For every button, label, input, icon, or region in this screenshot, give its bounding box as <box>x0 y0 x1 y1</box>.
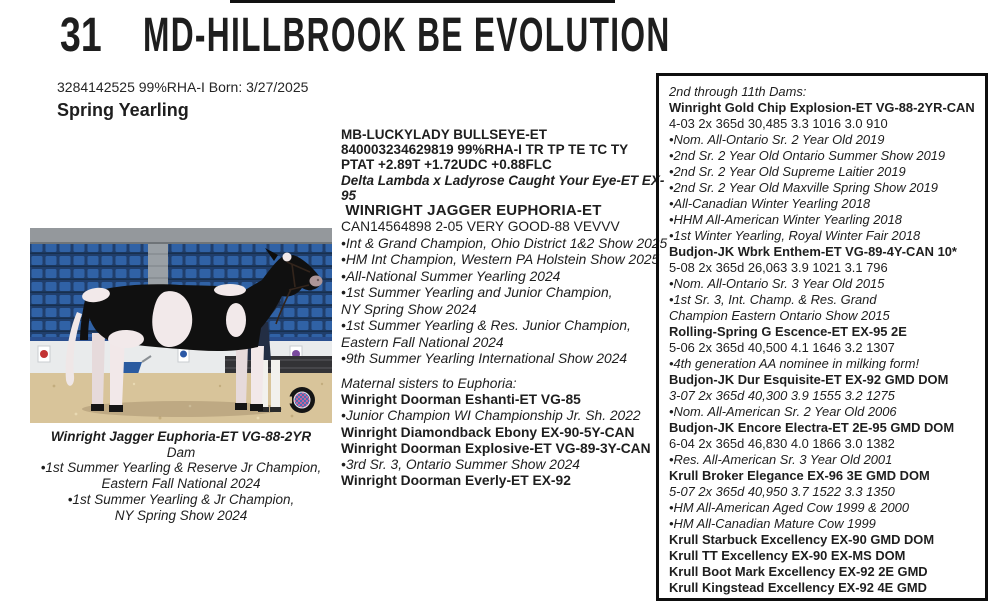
text-line: MB-LUCKYLADY BULLSEYE-ET <box>341 127 548 142</box>
text-line: NY Spring Show 2024 <box>114 507 248 523</box>
text-line: 5-07 2x 365d 40,950 3.7 1522 3.3 1350 <box>669 484 895 499</box>
text-line: •HM Int Champion, Western PA Holstein Show 2025 <box>341 252 660 268</box>
text-line: •1st Sr. 3, Int. Champ. & Res. Grand <box>669 292 877 307</box>
text-line: Winright Jagger Euphoria-ET VG-88-2YR <box>50 429 312 444</box>
text-line: •3rd Sr. 3, Ontario Summer Show 2024 <box>341 457 580 473</box>
text-line: Dam <box>166 444 196 460</box>
text-line: Krull Boot Mark Excellency EX-92 2E GMD <box>669 564 928 579</box>
further-dams-box <box>656 73 988 601</box>
text-line: Winright Gold Chip Explosion-ET VG-88-2YR-CAN <box>669 100 975 115</box>
text-line: •4th generation AA nominee in milking form! <box>669 356 920 371</box>
text-line: Krull Starbuck Excellency EX-90 GMD DOM <box>669 532 935 547</box>
text-line: •Nom. All-Ontario Sr. 2 Year Old 2019 <box>669 132 885 147</box>
text-line: 840003234629819 99%RHA-I TR TP TE TC TY <box>341 142 629 158</box>
text-line: •HM All-American Aged Cow 1999 & 2000 <box>669 500 909 515</box>
text-line: Winright Doorman Everly-ET EX-92 <box>341 473 571 489</box>
text-line: Budjon-JK Dur Esquisite-ET EX-92 GMD DOM <box>669 372 949 387</box>
text-line: Krull Broker Elegance EX-96 3E GMD DOM <box>669 468 930 483</box>
photo-caption <box>20 429 342 523</box>
text-line: Rolling-Spring G Escence-ET EX-95 2E <box>669 324 907 339</box>
text-line: 5-06 2x 365d 40,500 4.1 1646 3.2 1307 <box>669 340 895 355</box>
text-line: •2nd Sr. 2 Year Old Supreme Laitier 2019 <box>669 164 906 179</box>
text-line: •1st Summer Yearling & Res. Junior Champion, <box>341 318 631 334</box>
dam-pedigree-block <box>341 203 671 368</box>
text-line: •All-Canadian Winter Yearling 2018 <box>669 196 871 211</box>
text-line: •9th Summer Yearling International Show 2024 <box>341 351 628 367</box>
dam-photo-illustration <box>30 228 332 423</box>
text-line: 3-07 2x 365d 40,300 3.9 1555 3.2 1275 <box>669 388 895 403</box>
text-line: 5-08 2x 365d 26,063 3.9 1021 3.1 796 <box>669 260 888 275</box>
text-line: WINRIGHT JAGGER EUPHORIA-ET <box>341 202 602 219</box>
text-line: 6-04 2x 365d 46,830 4.0 1866 3.0 1382 <box>669 436 895 451</box>
text-line: •Int & Grand Champion, Ohio District 1&2 Show 2025 <box>341 235 668 251</box>
text-line: Champion Eastern Ontario Show 2015 <box>669 308 890 323</box>
text-line: •Nom. All-American Sr. 2 Year Old 2006 <box>669 404 897 419</box>
registration-line: 3284142525 99%RHA-I Born: 3/27/2025 <box>57 79 309 95</box>
text-line: Budjon-JK Wbrk Enthem-ET VG-89-4Y-CAN 10* <box>669 244 957 259</box>
dam-photo <box>30 228 332 423</box>
text-line: •Junior Champion WI Championship Jr. Sh. 2022 <box>341 408 641 424</box>
text-line: •Nom. All-Ontario Sr. 3 Year Old 2015 <box>669 276 885 291</box>
text-line: •Res. All-American Sr. 3 Year Old 2001 <box>669 452 893 467</box>
text-line: Krull TT Excellency EX-90 EX-MS DOM <box>669 548 906 563</box>
text-line: Winright Doorman Explosive-ET VG-89-3Y-CAN <box>341 440 651 456</box>
text-line: •HM All-Canadian Mature Cow 1999 <box>669 516 876 531</box>
text-line: Winright Diamondback Ebony EX-90-5Y-CAN <box>341 424 635 440</box>
text-line: Winright Doorman Eshanti-ET VG-85 <box>341 392 581 408</box>
text-line: PTAT +2.89T +1.72UDC +0.88FLC <box>341 157 552 173</box>
class-label: Spring Yearling <box>57 100 189 120</box>
text-line: •All-National Summer Yearling 2024 <box>341 268 561 284</box>
maternal-sisters-block <box>341 376 671 489</box>
text-line: •HHM All-American Winter Yearling 2018 <box>669 212 902 227</box>
text-line: NY Spring Show 2024 <box>341 301 477 317</box>
page-title: MD-HILLBROOK BE EVOLUTION <box>143 9 671 62</box>
text-line: •1st Summer Yearling & Reserve Jr Champion, <box>40 460 322 476</box>
text-line: •1st Winter Yearling, Royal Winter Fair 2018 <box>669 228 921 243</box>
text-line: Maternal sisters to Euphoria: <box>341 376 517 391</box>
text-line: •2nd Sr. 2 Year Old Maxville Spring Show 2019 <box>669 180 938 195</box>
text-line: 4-03 2x 365d 30,485 3.3 1016 3.0 910 <box>669 116 888 131</box>
text-line: Budjon-JK Encore Electra-ET 2E-95 GMD DOM <box>669 420 955 435</box>
text-line: •2nd Sr. 2 Year Old Ontario Summer Show 2019 <box>669 148 946 163</box>
text-line: Eastern Fall National 2024 <box>341 334 504 350</box>
text-line: 2nd through 11th Dams: <box>669 84 807 99</box>
text-line: •1st Summer Yearling & Jr Champion, <box>67 491 295 507</box>
text-line: Eastern Fall National 2024 <box>101 476 261 492</box>
text-line: Krull Kingstead Excellency EX-92 4E GMD <box>669 580 927 595</box>
text-line: Delta Lambda x Ladyrose Caught Your Eye-ET EX-95 <box>341 172 665 203</box>
lot-number: 31 <box>60 9 102 62</box>
sire-pedigree-block <box>341 127 667 203</box>
page-edge-strip <box>230 0 615 3</box>
text-line: •1st Summer Yearling and Junior Champion, <box>341 285 613 301</box>
text-line: CAN14564898 2-05 VERY GOOD-88 VEVVV <box>341 219 620 235</box>
